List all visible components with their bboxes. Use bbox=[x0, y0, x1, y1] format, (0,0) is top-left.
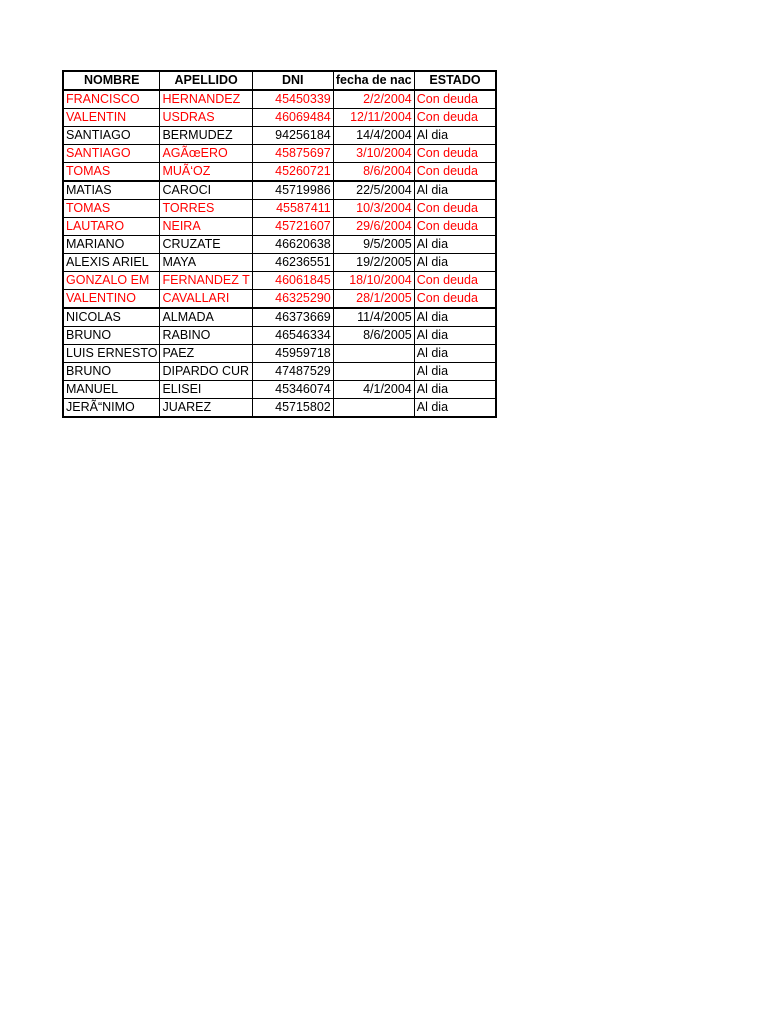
cell-fecha-de-nac[interactable]: 2/2/2004 bbox=[333, 90, 414, 109]
cell-apellido[interactable]: ALMADA bbox=[160, 308, 252, 327]
cell-estado[interactable]: Al dia bbox=[414, 236, 496, 254]
cell-dni[interactable]: 45719986 bbox=[252, 181, 333, 200]
cell-fecha-de-nac[interactable]: 28/1/2005 bbox=[333, 290, 414, 309]
cell-apellido[interactable]: HERNANDEZ bbox=[160, 90, 252, 109]
cell-nombre[interactable]: NICOLAS bbox=[63, 308, 160, 327]
cell-fecha-de-nac[interactable]: 10/3/2004 bbox=[333, 200, 414, 218]
cell-estado[interactable]: Al dia bbox=[414, 345, 496, 363]
cell-dni[interactable]: 45346074 bbox=[252, 381, 333, 399]
cell-estado[interactable]: Al dia bbox=[414, 381, 496, 399]
table-row bbox=[63, 308, 496, 327]
table-row bbox=[63, 236, 496, 254]
cell-estado[interactable]: Al dia bbox=[414, 181, 496, 200]
cell-estado[interactable]: Con deuda bbox=[414, 163, 496, 182]
cell-apellido[interactable]: RABINO bbox=[160, 327, 252, 345]
cell-estado[interactable]: Al dia bbox=[414, 308, 496, 327]
cell-apellido[interactable]: ELISEI bbox=[160, 381, 252, 399]
cell-dni[interactable]: 45715802 bbox=[252, 399, 333, 418]
cell-estado[interactable]: Al dia bbox=[414, 254, 496, 272]
cell-dni[interactable]: 47487529 bbox=[252, 363, 333, 381]
cell-nombre[interactable]: ALEXIS ARIEL bbox=[63, 254, 160, 272]
cell-estado[interactable]: Con deuda bbox=[414, 145, 496, 163]
cell-dni[interactable]: 94256184 bbox=[252, 127, 333, 145]
cell-fecha-de-nac[interactable]: 8/6/2005 bbox=[333, 327, 414, 345]
cell-dni[interactable]: 45875697 bbox=[252, 145, 333, 163]
table-row bbox=[63, 145, 496, 163]
table-row bbox=[63, 381, 496, 399]
table-row bbox=[63, 200, 496, 218]
cell-dni[interactable]: 45587411 bbox=[252, 200, 333, 218]
header-apellido[interactable]: APELLIDO bbox=[160, 71, 252, 90]
cell-nombre[interactable]: JERÃ“NIMO bbox=[63, 399, 160, 418]
cell-fecha-de-nac[interactable]: 12/11/2004 bbox=[333, 109, 414, 127]
cell-apellido[interactable]: AGÃœERO bbox=[160, 145, 252, 163]
cell-nombre[interactable]: MANUEL bbox=[63, 381, 160, 399]
cell-estado[interactable]: Con deuda bbox=[414, 218, 496, 236]
table-row bbox=[63, 290, 496, 309]
cell-estado[interactable]: Al dia bbox=[414, 363, 496, 381]
cell-apellido[interactable]: JUAREZ bbox=[160, 399, 252, 418]
cell-dni[interactable]: 45450339 bbox=[252, 90, 333, 109]
table-row bbox=[63, 254, 496, 272]
table-row bbox=[63, 181, 496, 200]
cell-nombre[interactable]: LUIS ERNESTO bbox=[63, 345, 160, 363]
cell-nombre[interactable]: VALENTINO bbox=[63, 290, 160, 309]
cell-nombre[interactable]: TOMAS bbox=[63, 200, 160, 218]
cell-nombre[interactable]: VALENTIN bbox=[63, 109, 160, 127]
table-row bbox=[63, 327, 496, 345]
cell-fecha-de-nac[interactable]: 9/5/2005 bbox=[333, 236, 414, 254]
cell-fecha-de-nac[interactable]: 3/10/2004 bbox=[333, 145, 414, 163]
table-row bbox=[63, 345, 496, 363]
cell-nombre[interactable]: MATIAS bbox=[63, 181, 160, 200]
cell-dni[interactable]: 46061845 bbox=[252, 272, 333, 290]
header-fecha-de-nac[interactable]: fecha de nac bbox=[333, 71, 414, 90]
table-row bbox=[63, 363, 496, 381]
cell-dni[interactable]: 46373669 bbox=[252, 308, 333, 327]
header-estado[interactable]: ESTADO bbox=[414, 71, 496, 90]
cell-apellido[interactable]: CAROCI bbox=[160, 181, 252, 200]
cell-apellido[interactable]: PAEZ bbox=[160, 345, 252, 363]
cell-apellido[interactable]: MAYA bbox=[160, 254, 252, 272]
cell-fecha-de-nac[interactable] bbox=[333, 345, 414, 363]
table-body bbox=[63, 90, 496, 417]
cell-fecha-de-nac[interactable]: 29/6/2004 bbox=[333, 218, 414, 236]
cell-apellido[interactable]: USDRAS bbox=[160, 109, 252, 127]
cell-estado[interactable]: Al dia bbox=[414, 327, 496, 345]
table-row bbox=[63, 127, 496, 145]
cell-estado[interactable]: Con deuda bbox=[414, 272, 496, 290]
cell-nombre[interactable]: FRANCISCO bbox=[63, 90, 160, 109]
cell-dni[interactable]: 46236551 bbox=[252, 254, 333, 272]
cell-nombre[interactable]: SANTIAGO bbox=[63, 145, 160, 163]
cell-apellido[interactable]: NEIRA bbox=[160, 218, 252, 236]
cell-nombre[interactable]: BRUNO bbox=[63, 363, 160, 381]
cell-fecha-de-nac[interactable]: 22/5/2004 bbox=[333, 181, 414, 200]
table-row bbox=[63, 90, 496, 109]
cell-apellido[interactable]: CAVALLARI bbox=[160, 290, 252, 309]
cell-fecha-de-nac[interactable]: 18/10/2004 bbox=[333, 272, 414, 290]
cell-nombre[interactable]: LAUTARO bbox=[63, 218, 160, 236]
cell-apellido[interactable]: MUÃ‘OZ bbox=[160, 163, 252, 182]
table-row bbox=[63, 163, 496, 182]
cell-nombre[interactable]: TOMAS bbox=[63, 163, 160, 182]
cell-estado[interactable]: Con deuda bbox=[414, 109, 496, 127]
table-row bbox=[63, 399, 496, 418]
cell-apellido[interactable]: DIPARDO CUR bbox=[160, 363, 252, 381]
cell-fecha-de-nac[interactable]: 19/2/2005 bbox=[333, 254, 414, 272]
cell-fecha-de-nac[interactable] bbox=[333, 399, 414, 418]
cell-nombre[interactable]: MARIANO bbox=[63, 236, 160, 254]
cell-nombre[interactable]: GONZALO EM bbox=[63, 272, 160, 290]
table-row bbox=[63, 218, 496, 236]
cell-estado[interactable]: Con deuda bbox=[414, 90, 496, 109]
cell-dni[interactable]: 46069484 bbox=[252, 109, 333, 127]
table-row bbox=[63, 272, 496, 290]
cell-dni[interactable]: 45959718 bbox=[252, 345, 333, 363]
cell-dni[interactable]: 46325290 bbox=[252, 290, 333, 309]
table-row bbox=[63, 109, 496, 127]
cell-apellido[interactable]: FERNANDEZ T bbox=[160, 272, 252, 290]
cell-fecha-de-nac[interactable]: 8/6/2004 bbox=[333, 163, 414, 182]
cell-apellido[interactable]: CRUZATE bbox=[160, 236, 252, 254]
cell-estado[interactable]: Con deuda bbox=[414, 290, 496, 309]
cell-nombre[interactable]: SANTIAGO bbox=[63, 127, 160, 145]
cell-dni[interactable]: 45721607 bbox=[252, 218, 333, 236]
header-nombre[interactable]: NOMBRE bbox=[63, 71, 160, 90]
cell-estado[interactable]: Al dia bbox=[414, 399, 496, 418]
cell-apellido[interactable]: TORRES bbox=[160, 200, 252, 218]
cell-fecha-de-nac[interactable]: 11/4/2005 bbox=[333, 308, 414, 327]
header-dni[interactable]: DNI bbox=[252, 71, 333, 90]
spreadsheet-table bbox=[62, 70, 497, 418]
cell-apellido[interactable]: BERMUDEZ bbox=[160, 127, 252, 145]
cell-estado[interactable]: Al dia bbox=[414, 127, 496, 145]
cell-fecha-de-nac[interactable] bbox=[333, 363, 414, 381]
cell-dni[interactable]: 46620638 bbox=[252, 236, 333, 254]
cell-estado[interactable]: Con deuda bbox=[414, 200, 496, 218]
cell-fecha-de-nac[interactable]: 4/1/2004 bbox=[333, 381, 414, 399]
cell-fecha-de-nac[interactable]: 14/4/2004 bbox=[333, 127, 414, 145]
header-row bbox=[63, 71, 496, 90]
cell-nombre[interactable]: BRUNO bbox=[63, 327, 160, 345]
cell-dni[interactable]: 46546334 bbox=[252, 327, 333, 345]
cell-dni[interactable]: 45260721 bbox=[252, 163, 333, 182]
